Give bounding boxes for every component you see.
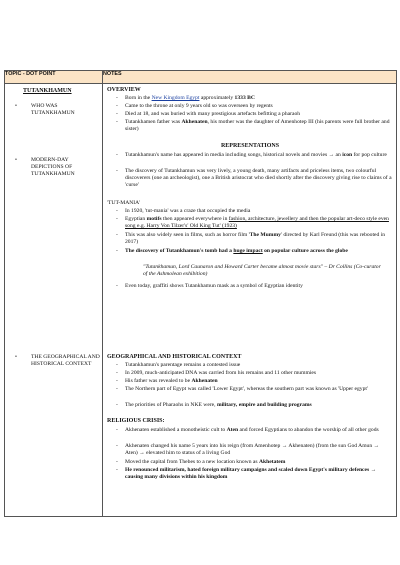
bullet-icon: • (15, 354, 17, 360)
topic-label: THE GEOGRAPHICAL AND HISTORICAL CONTEXT (31, 354, 100, 367)
note-item: - His father was revealed to be Akhenaten (116, 378, 218, 384)
note-item: - Even today, graffiti shows Tutankhamun mask as a symbol of Egyptian identity (116, 283, 303, 289)
bullet-icon: • (15, 157, 17, 163)
bullet-icon: • (15, 103, 17, 109)
note-item: - In 2009, much-anticipated DNA was carried from his remains and 11 other mummies (116, 370, 317, 376)
topic-title: TUTANKHAMUN (23, 88, 72, 94)
note-item: - He renounced militarism, hated foreign military campaigns and scaled down Egypt's military defences → causing many divisions within his kingdom (116, 467, 377, 481)
header-notes: NOTES (103, 71, 397, 84)
note-item: - Born in the New Kingdom Egypt approximately 1333 BC (116, 95, 255, 101)
note-item: - Died at 18, and was buried with many prestigious artefacts befitting a pharaoh (116, 111, 301, 117)
note-item: - Moved the capital from Thebes to a new location known as Akhetatem (116, 459, 286, 465)
note-item: - The Northern part of Egypt was called 'Lower Egypt', whereas the southern part was known as 'Upper egypt' (116, 386, 368, 392)
representations-heading: REPRESENTATIONS (220, 143, 280, 149)
topic-label: WHO WAS TUTANKHAMUN (31, 103, 75, 116)
note-item: - In 1920, 'tut-mania' was a craze that occupied the media (116, 208, 251, 214)
note-item: - The discovery of Tutankhamun's tomb had a huge impact on popular culture across the globe (116, 248, 348, 254)
quote: "Tutankhamun, Lord Caunaron and Howard Carter became almost movie stars" – Dr Collins (Co-curator of the Ashmolean exhibition) (143, 264, 381, 277)
note-item: - Tutankhamen father was Akhenaten, his mother was the daughter of Amenhotep III (his parents were full brother and sister) (116, 119, 390, 133)
note-item: - Tutankhamun's name has appeared in media including songs, historical novels and movies → an icon for pop culture (116, 152, 387, 158)
note-item: - This was also widely seen in films, such as horror film 'The Mummy' directed by Karl Freund (this was rebooted in 2017) (116, 232, 386, 246)
note-item: - Egyptian motifs then appeared everywhere in fashion, architecture, jewellery and then the popular art-deco style even song e.g. Harry Von Tilzer's' Old King Tut' (1923) (116, 216, 389, 230)
notes-table (4, 70, 397, 517)
note-item: - The priorities of Pharaohs in NKE were, military, empire and building programs (116, 402, 312, 408)
note-item: - Akhenaten established a monotheistic cult to Aten and forced Egyptians to abandon the worship of all other gods (116, 427, 379, 433)
note-item: - Came to the throne at only 9 years old so was overseen by regents (116, 103, 273, 109)
table-header-row (5, 71, 397, 84)
note-item: - Akhenaten changed his name 5 years into his reign (from Amenhotep → Akhenaten) (from the sun God Amun → Aten) → elevated him to status of a living God (116, 443, 380, 457)
tut-mania-label: 'TUT-MANIA' (107, 200, 141, 206)
header-topic: TOPIC - DOT POINT (5, 71, 103, 84)
note-item: - Tutankhamun's parentage remains a contested issue (116, 362, 241, 368)
overview-heading: OVERVIEW (107, 87, 141, 93)
context-heading: GEOGRAPHICAL AND HISTORICAL CONTEXT (107, 354, 242, 360)
topic-column (5, 84, 102, 516)
notes-column (103, 84, 396, 516)
topic-label: MODERN-DAY DEPICTIONS OF TUTANKHAMUN (31, 157, 75, 177)
religious-heading: RELIGIOUS CRISIS: (107, 418, 165, 424)
note-item: - The discovery of Tutankhamun was very lively, a young death, many artifacts and priceless items, two colourful discoverers (one an archeologist), one a British aristocrat who died shortly after the discovery giving rise to claims of a 'curse' (116, 168, 392, 189)
